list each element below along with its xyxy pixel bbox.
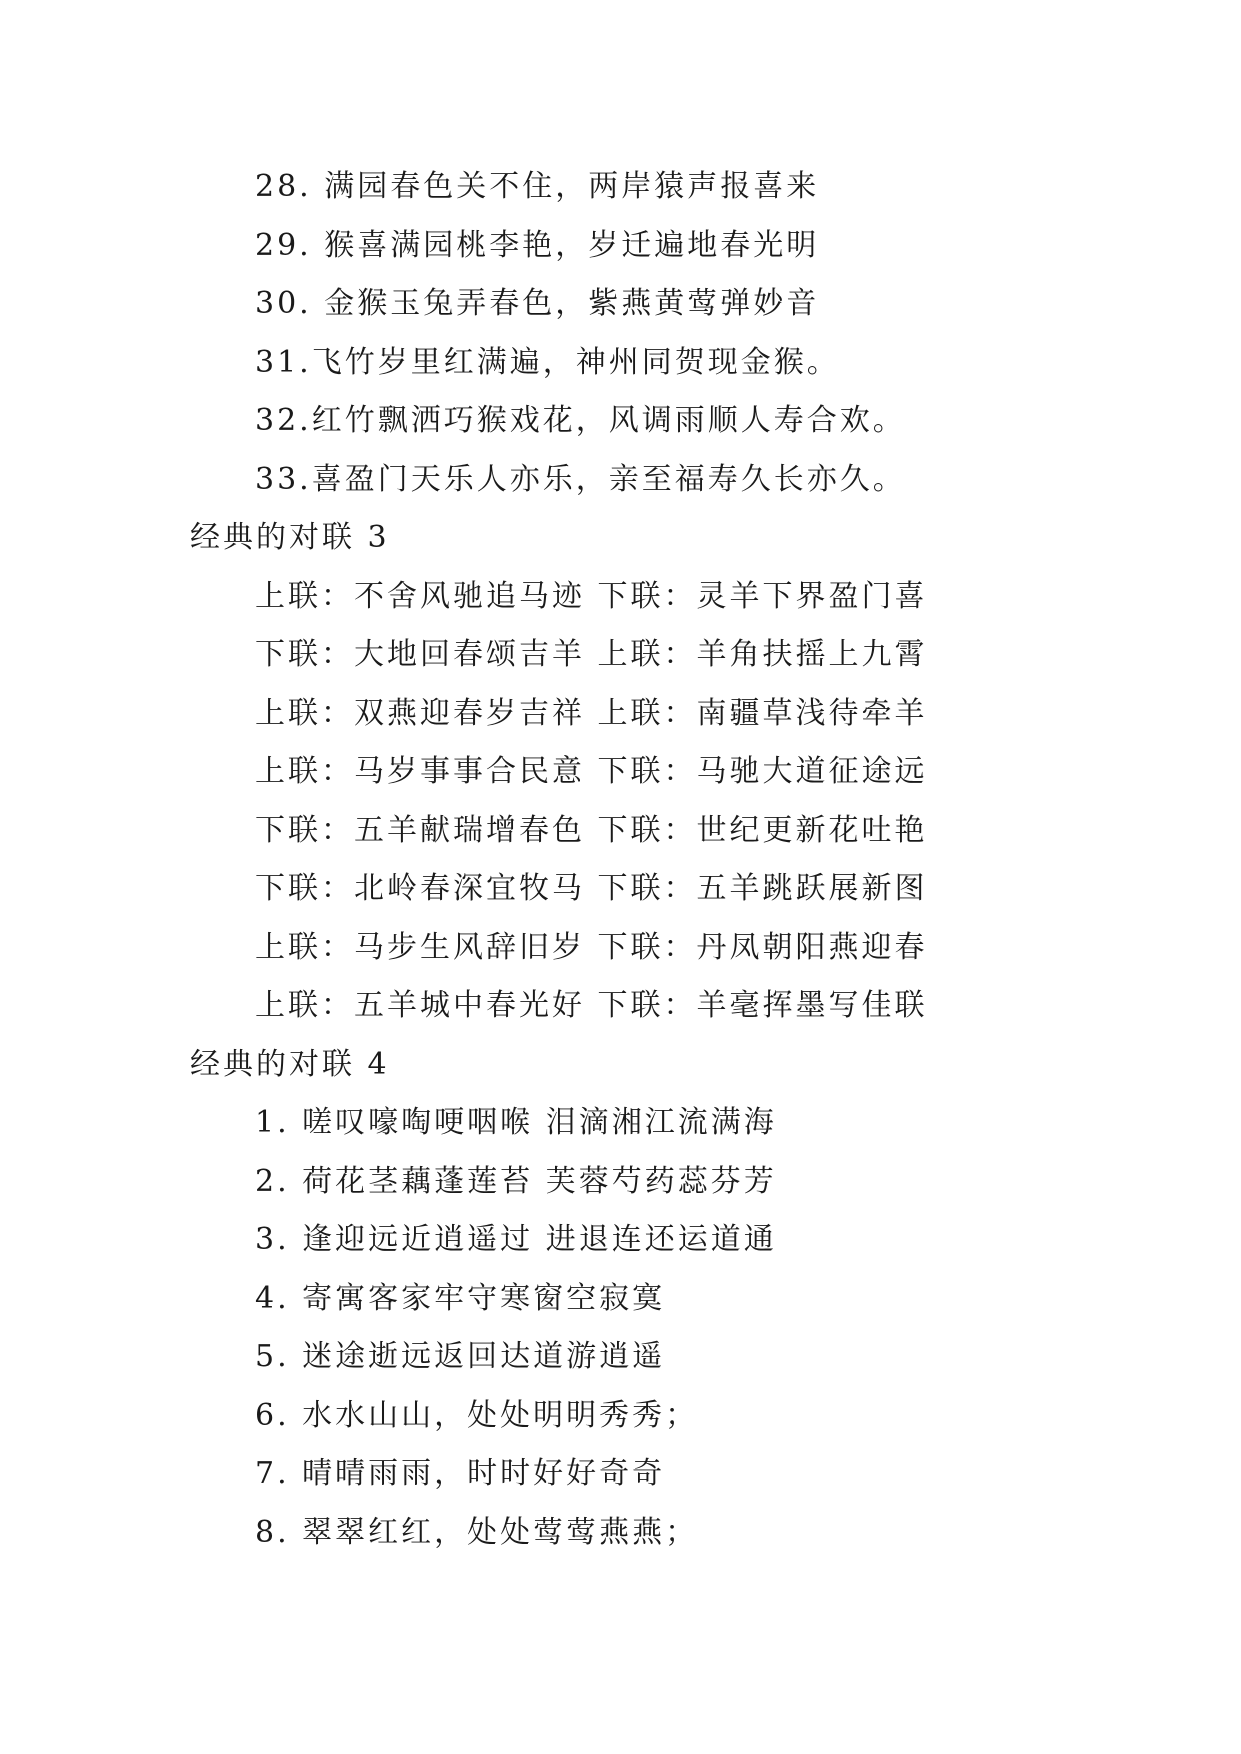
couplet-pair-line: 上联：不舍风驰追马迹 下联：灵羊下界盈门喜 — [255, 578, 928, 614]
couplet-pair-line: 下联：五羊献瑞增春色 下联：世纪更新花吐艳 — [255, 812, 928, 848]
couplet-pair-line: 下联：大地回春颂吉羊 上联：羊角扶摇上九霄 — [255, 637, 928, 672]
couplet-line-30: 30. 金猴玉兔弄春色，紫燕黄莺弹妙音 — [255, 286, 820, 321]
couplet-pair-line: 上联：马步生风辞旧岁 下联：丹凤朝阳燕迎春 — [255, 929, 928, 965]
couplet-list-item: 4. 寄寓客家牢守寒窗空寂寞 — [255, 1280, 666, 1316]
couplet-list-item: 8. 翠翠红红，处处莺莺燕燕； — [255, 1514, 699, 1550]
section-heading-4: 经典的对联 4 — [190, 1046, 390, 1082]
couplet-list-item: 2. 荷花茎藕蓬莲苔 芙蓉芍药蕊芬芳 — [255, 1163, 777, 1199]
couplet-pair-line: 上联：马岁事事合民意 下联：马驰大道征途远 — [255, 754, 928, 789]
couplet-list-item: 7. 晴晴雨雨，时时好好奇奇 — [255, 1456, 666, 1491]
couplet-line-29: 29. 猴喜满园桃李艳，岁迁遍地春光明 — [255, 227, 820, 263]
couplet-list-item: 5. 迷途逝远返回达道游逍遥 — [255, 1339, 666, 1374]
couplet-pair-line: 上联：双燕迎春岁吉祥 上联：南疆草浅待牵羊 — [255, 695, 928, 731]
couplet-list-item: 6. 水水山山，处处明明秀秀； — [255, 1397, 699, 1433]
couplet-pair-line: 下联：北岭春深宜牧马 下联：五羊跳跃展新图 — [255, 871, 928, 906]
couplet-pair-line: 上联：五羊城中春光好 下联：羊毫挥墨写佳联 — [255, 988, 928, 1023]
couplet-line-28: 28. 满园春色关不住，两岸猿声报喜来 — [255, 169, 820, 204]
couplet-line-33: 33.喜盈门天乐人亦乐，亲至福寿久长亦久。 — [255, 461, 906, 497]
couplet-line-32: 32.红竹飘洒巧猴戏花，风调雨顺人寿合欢。 — [255, 403, 906, 438]
couplet-list-item: 1. 嗟叹嚎啕哽咽喉 泪滴湘江流满海 — [255, 1105, 777, 1140]
document-body — [190, 158, 1090, 1562]
section-heading-3: 经典的对联 3 — [190, 520, 390, 555]
couplet-line-31: 31.飞竹岁里红满遍，神州同贺现金猴。 — [255, 344, 840, 380]
couplet-list-item: 3. 逢迎远近逍遥过 进退连还运道通 — [255, 1222, 777, 1257]
